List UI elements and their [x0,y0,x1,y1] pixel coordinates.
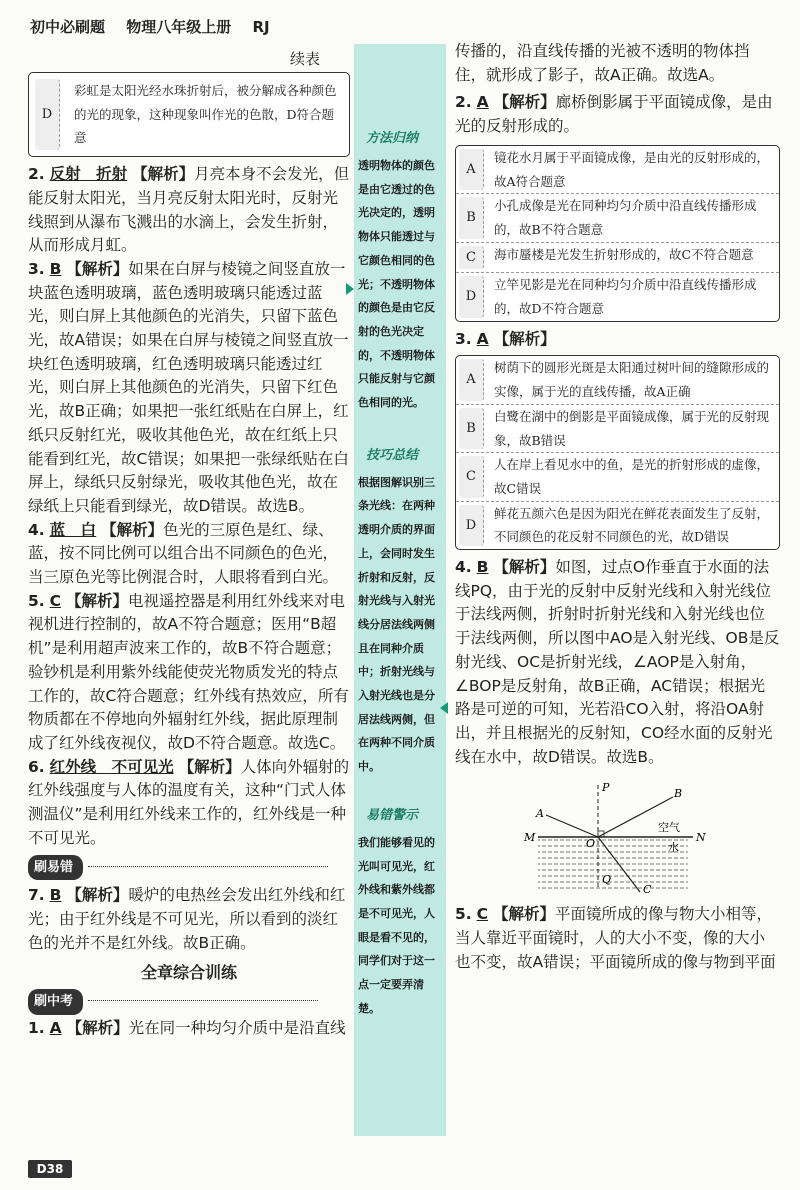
analysis-tag: 【解析】 [66,259,129,278]
left-column [28,40,350,1040]
option-row [456,405,779,453]
item-text: 月亮本身不会发光，但能反射太阳光，当月亮反射太阳光时，反射光线照到从瀑布飞溅出的水滴上，会发生折射，从而形成月虹。 [28,165,350,255]
label-C: C [642,883,651,897]
error-warning-heading: 易错警示 [366,807,419,823]
analysis-tag: 【解析】 [493,329,556,348]
pointer-arrow-icon [440,702,448,714]
option-text: 镜花水月属于平面镜成像，是由光的反射形成的，故A符合题意 [494,149,770,189]
page-number: D38 [28,1160,72,1178]
option-label: D [459,505,484,546]
option-label: B [459,408,484,449]
analysis-tag: 【解析】 [492,905,555,924]
item-text: 如果在白屏与棱镜之间竖直放一块蓝色透明玻璃，蓝色透明玻璃只能透过蓝光，则白屏上其他颜色的光消失，只留下蓝色光，故A错误；如果在白屏与棱镜之间竖直放一块红色透明玻璃，红色透明玻璃只能透过红光，则白屏上其他颜色的光消失，只留下红色光，故B正确；如果把一张红纸贴在白屏上，红纸只反射红光，吸收其他色光，故在红纸上只能看到红光，故C错误；如果把一张绿纸贴在白屏上，绿纸只反射绿光，吸收其他色光，故在绿纸上只能看到绿光，故D错误。故选B。 [28,259,349,515]
answer-item-4-right [455,556,780,769]
error-prone-tag: 刷易错 [28,855,83,881]
water-region [538,837,688,892]
method-summary-text: 透明物体的颜色是由它透过的色光决定的，透明物体只能透过与它颜色相同的色光；不透明物体的颜色是由它反射的色光决定的，不透明物体只能反射与它颜色相同的光。 [358,159,435,410]
item-text: 廊桥倒影属于平面镜成像，是由光的反射形成的。 [455,93,773,136]
ray-AO [546,815,598,837]
option-text: 鲜花五颜六色是因为阳光在鲜花表面发生了反射，不同颜色的花反射不同颜色的光，故D错误 [494,505,770,545]
option-text: 小孔成像是光在同种均匀介质中沿直线传播形成的，故B不符合题意 [494,198,757,237]
option-label: D [459,276,484,317]
answer-item-1 [28,1017,350,1041]
option-row [456,453,779,501]
item-number: 4. [28,520,45,539]
label-air: 空气 [657,821,680,835]
analysis-tag: 【解析】 [493,93,556,112]
pointer-arrow-icon [346,283,354,295]
option-row [456,502,779,549]
item-text: 电视遥控器是利用红外线来对电视机进行控制的，故A不符合题意；医用“B超机”是利用超声波来工作的，故B不符合题意；验钞机是利用紫外线能使荧光物质发光的特点工作的，故C符合题意；红外线有热效应，所有物质都在不停地向外辐射红外线，据此原理制成了红外线夜视仪，故D不符合题意。故选C。 [28,591,349,752]
analysis-tag: 【解析】 [66,886,129,905]
item-number: 5. [455,905,472,924]
item-text: 色光的三原色是红、绿、蓝，按不同比例可以组合出不同颜色的色光，当三原色光等比例混合时，人眼将看到白光。 [28,520,339,587]
right-column [455,40,780,975]
option-label: A [459,149,484,190]
edition-label: RJ [252,18,270,36]
option-text: 海市蜃楼是光发生折射形成的，故C不符合题意 [494,246,754,262]
book-title: 初中必刷题 [30,18,106,36]
skill-summary-heading: 技巧总结 [366,447,419,463]
item-number: 1. [28,1018,45,1037]
answer-item-3 [28,258,350,519]
page-header [30,16,286,37]
answer-item-7 [28,884,350,955]
item-number: 2. [455,93,472,112]
option-label: C [459,246,484,270]
answer-item-6 [28,756,350,851]
options-table-2 [455,145,780,322]
item-number: 4. [455,558,472,577]
item-answer: 反射 折射 [49,165,128,184]
item-number: 5. [28,591,45,610]
item-answer: B [49,259,62,278]
item-number: 7. [28,886,45,905]
label-B: B [673,787,682,801]
label-M: M [523,831,535,845]
item-number: 6. [28,757,45,776]
item-answer: A [49,1018,62,1037]
analysis-tag: 【解析】 [132,165,195,184]
continued-table [28,72,350,157]
option-row [456,356,779,404]
option-text: 彩虹是太阳光经水珠折射后，被分解成各种颜色的光的现象，这种现象叫作光的色散，D符合题意 [74,83,337,146]
option-text: 白鹭在湖中的倒影是平面镜成像，属于光的反射现象，故B错误 [494,408,770,448]
method-summary-heading: 方法归纳 [366,131,419,146]
option-row [456,243,779,274]
item-answer: C [49,591,62,610]
item-number: 2. [28,165,45,184]
label-Q: Q [601,873,611,887]
option-text: 人在岸上看见水中的鱼，是光的折射形成的虚像，故C错误 [494,457,770,496]
section-divider [88,866,328,867]
item-answer: A [476,329,489,348]
option-row [456,273,779,320]
item-number: 3. [455,329,472,348]
item-text: 人体向外辐射的红外线强度与人体的温度有关，这种“门式人体测温仪”是利用红外线来工作的，红外线是一种不可见光。 [28,757,350,847]
exam-section [28,989,350,1015]
label-P: P [601,781,609,795]
option-text: 立竿见影是光在同种均匀介质中沿直线传播形成的，故D不符合题意 [494,277,757,317]
answer-item-5 [28,590,350,756]
item-number: 3. [28,259,45,278]
item-text: 光在同一种均匀介质中是沿直线 [128,1018,346,1037]
tips-sidebar [354,44,446,1136]
answer-item-5-right [455,903,780,974]
answer-item-4 [28,519,350,590]
item-answer: B [49,886,62,905]
continued-label: 续表 [290,50,321,68]
exam-tag: 刷中考 [28,989,83,1015]
option-label: A [459,359,484,400]
analysis-tag: 【解析】 [65,591,128,610]
item-answer: 红外线 不可见光 [49,757,174,776]
option-row [456,194,779,242]
item-text: 暖炉的电热丝会发出红外线和红光；由于红外线是不可见光，所以看到的淡红色的光并不是红外线。故B正确。 [28,886,346,952]
analysis-tag: 【解析】 [101,520,164,539]
answer-item-2-right [455,91,780,138]
error-prone-section [28,855,350,881]
option-row [456,146,779,194]
analysis-tag: 【解析】 [66,1018,129,1037]
analysis-tag: 【解析】 [493,558,556,577]
option-label: D [35,79,60,150]
skill-summary-text: 根据图解识别三条光线：在两种透明介质的界面上，会同时发生折射和反射，反射光线与入射光线分居法线两侧且在同种介质中；折射光线与入射光线也是分居法线两侧，但在两种不同介质中。 [358,475,435,774]
refraction-diagram [518,777,718,897]
chapter-title: 全章综合训练 [140,963,237,983]
item-text: 平面镜所成的像与物大小相等，当人靠近平面镜时，人的大小不变，像的大小也不变，故A错误；平面镜所成的像与物到平面 [455,905,776,971]
label-A: A [535,807,544,821]
label-water: 水 [667,841,679,855]
label-O: O [585,837,595,851]
analysis-tag: 【解析】 [178,757,241,776]
option-label: B [459,197,484,238]
item-answer: 蓝 白 [49,520,97,539]
item-text: 如图，过点O作垂直于水面的法线PQ，由于光的反射中反射光线和入射光线位于法线两侧，折射时折射光线和入射光线也位于法线两侧，所以图中AO是入射光线、OB是反射光线、OC是折射光线，∠AOP是入射角，∠BOP是反射角，故B正确，AC错误；根据光路是可逆的可知，光若沿CO入射，将沿OA射出，并且根据光的反射知，CO经水面的反射光线在水中，故D错误。故选B。 [455,558,780,766]
continued-text: 传播的，沿直线传播的光被不透明的物体挡住，就形成了影子，故A正确。故选A。 [455,42,750,84]
subject-title: 物理八年级上册 [126,18,232,36]
item-answer: C [476,905,489,924]
answer-item-3-right [455,328,780,352]
item-answer: A [476,93,489,112]
section-divider [88,1000,318,1001]
label-N: N [695,831,706,845]
option-text: 树荫下的圆形光斑是太阳通过树叶间的缝隙形成的实像，属于光的直线传播，故A正确 [494,360,770,400]
option-label: C [459,456,484,497]
item-answer: B [476,558,489,577]
options-table-3 [455,355,780,550]
answer-item-2 [28,163,350,258]
error-warning-text: 我们能够看见的光叫可见光，红外线和紫外线都是不可见光，人眼是看不见的，同学们对于这一点一定要弄清楚。 [358,835,435,1015]
